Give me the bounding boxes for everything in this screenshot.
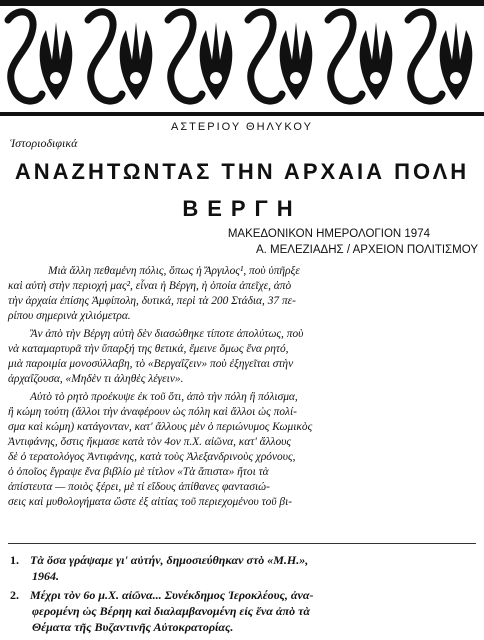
palmette-eye [210, 72, 222, 84]
palmette-eye [450, 72, 462, 84]
palmette-ornament [120, 22, 153, 100]
paragraph-2 [8, 327, 478, 387]
footnote-1 [10, 552, 476, 584]
source-credit: Α. ΜΕΛΕΖΙΑΔΗΣ / ΑΡΧΕΙΟΝ ΠΟΛΙΤΙΣΜΟΥ [256, 244, 478, 256]
footnote-text: Τὰ ὅσα γράψαμε γι' αὐτήν, δημοσιεύθηκαν στὸ «Μ.Η.», [30, 553, 309, 567]
text-line: Ἀντιφάνης, ὅστις ἤκμασε κατὰ τὸν 4ον π.Χ. αἰῶνα, κατ' ἄλλους [8, 436, 291, 448]
scroll-ornament [168, 12, 202, 101]
text-line: μιὰ παροιμία μονοσύλλαβη, τὸ «Βεργαΐζειν» ποὺ ἐξηγεῖται στὴν [8, 358, 294, 370]
text-line: ἀρχαΐζουσα, «Μηδὲν τι ἀληθὲς λέγειν». [8, 373, 184, 385]
paragraph-1 [8, 264, 478, 324]
text-line: σμα καὶ κώμη) κατάγονταν, κατ' ἄλλους μὲν ὁ περιώνυμος Κωμικὸς [8, 421, 313, 433]
paragraph-3 [8, 390, 478, 510]
article-title-city: ΒΕΡΓΗ [182, 196, 302, 221]
text-line: νὰ καταμαρτυρᾶ τὴν ὕπαρξή της θετικά, ἔμεινε ὅμως ἕνα ρητό, [8, 343, 289, 355]
text-line: καὶ αὐτὴ στὴν περιοχή μας², εἶναι ἡ Βέργη, ἡ ὁποία ἀπεῖχε, ἀπὸ [8, 280, 292, 292]
scroll-ornament [248, 12, 282, 101]
palmette-eye [290, 72, 302, 84]
palmette-ornament [440, 22, 473, 100]
footnote-2 [10, 587, 476, 635]
text-line: ὁ ὁποῖος ἔγραψε ἕνα βιβλίο μὲ τίτλον «Τὰ ἄπιστα» ἤτοι τὰ [8, 466, 269, 478]
text-line: Ἂν ἀπὸ τὴν Βέργη αὐτὴ δὲν διασώθηκε τίποτε ἀπολύτως, ποὺ [30, 328, 304, 340]
palmette-ornament [360, 22, 393, 100]
article-body [8, 264, 478, 513]
scroll-ornament [408, 12, 442, 101]
palmette-ornament [280, 22, 313, 100]
text-line: Μιὰ ἄλλη πεθαμένη πόλις, ὅπως ἡ Ἄργιλος¹, ποὺ ὑπῆρξε [48, 265, 300, 277]
section-label: Ἱστοριοδιφικά [10, 136, 78, 150]
palmette-ornament [200, 22, 233, 100]
scroll-ornament [88, 12, 122, 101]
footnote-text: φερομένη ὡς Βέρηη καὶ διαλαμβανομένη εἰς ἕνα ἀπὸ τὰ [32, 604, 311, 618]
text-line: ἢ κώμη τούτη (ἄλλοι τὴν ἀναφέρουν ὡς πόλη καὶ ἄλλοι ὡς πολί- [8, 406, 297, 418]
palmette-eye [50, 72, 62, 84]
palmette-eye [370, 72, 382, 84]
footnote-text: Μέχρι τὸν 6ο μ.Χ. αἰῶνα... Συνέκδημος Ἱεροκλέους, ἀνα- [30, 588, 314, 602]
palmette-eye [130, 72, 142, 84]
text-line: ρίπου σημερινὰ χιλιόμετρα. [8, 310, 131, 322]
text-line: σεις καὶ μυθολογήματα ὥστε ἐξ αἰτίας τοῦ περιεχομένου τοῦ βι- [8, 496, 293, 508]
footnote-text: 1964. [32, 569, 59, 583]
palmette-frieze-border [0, 0, 484, 118]
text-line: ἀπίστευτα — ποιὸς ξέρει, μὲ τί εἴδους ἀπίθανες φαντασιώ- [8, 481, 270, 493]
scroll-ornament [8, 12, 42, 101]
text-line: τὴν ἀρχαία ἐπίσης Ἀμφίπολη, δυτικά, περὶ τὰ 200 Στάδια, 37 πε- [8, 295, 296, 307]
footnote-text: Θέματα τῆς Βυζαντινῆς Αὐτοκρατορίας. [32, 620, 234, 634]
author-name: ΑΣΤΕΡΙΟΥ ΘΗΛΥΚΟΥ [171, 121, 313, 133]
footnote-number: 2. [10, 588, 19, 602]
source-publication: ΜΑΚΕΔΟΝΙΚΟΝ ΗΜΕΡΟΛΟΓΙΟΝ 1974 [227, 228, 430, 240]
scroll-ornament [328, 12, 362, 101]
footnote-number: 1. [10, 553, 19, 567]
footnote-divider [8, 543, 476, 544]
article-title: ΑΝΑΖΗΤΩΝΤΑΣ ΤΗΝ ΑΡΧΑΙΑ ΠΟΛΗ [14, 159, 470, 184]
text-line: δὲ ὁ τερατολόγος Ἀντιφάνης, κατὰ τοὺς Ἀλεξανδρινοὺς χρόνους, [8, 451, 296, 463]
text-line: Αὐτὸ τὸ ρητὸ προέκυψε ἐκ τοῦ ὅτι, ἀπὸ τὴν πόλη ἢ πόλισμα, [30, 391, 298, 403]
palmette-ornament [40, 22, 73, 100]
